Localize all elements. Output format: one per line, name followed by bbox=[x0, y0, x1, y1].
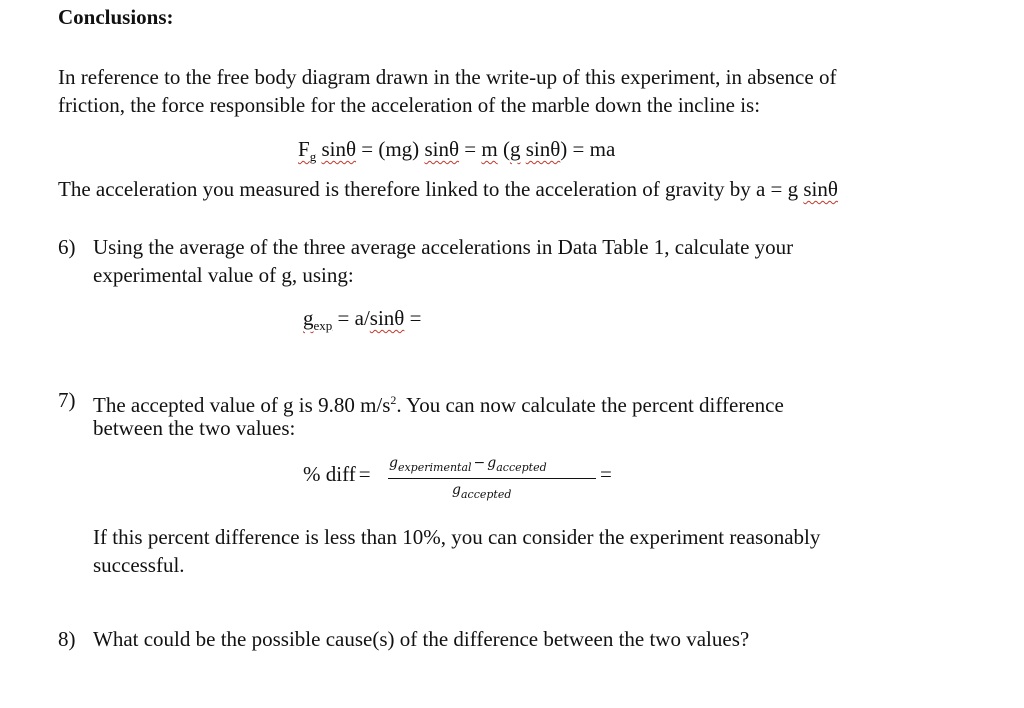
intro-line-1: In reference to the free body diagram drawn in the write-up of this experiment, in absence of bbox=[58, 65, 837, 89]
g-exp-formula: $g_{exp} = a/\sin\theta$ = bbox=[303, 306, 422, 334]
q7-line-1: The accepted value of g is 9.80 $m/s^2$. You can now calculate the percent difference bbox=[93, 393, 784, 417]
fraction-bar bbox=[388, 478, 596, 479]
fraction-numerator: $g_{experimental} - g_{accepted}$ bbox=[389, 455, 547, 474]
percent-diff-label: % diff = bbox=[303, 462, 371, 486]
gravity-symbol: g bbox=[509, 137, 521, 161]
sin-theta-3: sinθ bbox=[525, 137, 561, 161]
g-exp-symbol: $g_{exp}$ bbox=[303, 306, 333, 334]
q7-number: 7) bbox=[58, 388, 76, 412]
sin-theta-4: sinθ bbox=[803, 177, 838, 201]
force-equation: $F_g$ sinθ = (mg) sinθ = m (g sinθ) = ma bbox=[298, 137, 616, 165]
page-heading: Conclusions: bbox=[58, 5, 174, 29]
intro-line-2: friction, the force responsible for the acceleration of the marble down the incline is: bbox=[58, 93, 761, 117]
sin-theta-2: sinθ bbox=[424, 137, 460, 161]
q6-line-2: experimental value of g, using: bbox=[93, 263, 354, 287]
force-symbol: $F_g$ bbox=[298, 137, 317, 165]
q7-note-line-1: If this percent difference is less than 10%, you can consider the experiment reasonably bbox=[93, 525, 821, 549]
q7-line-2: between the two values: bbox=[93, 416, 296, 440]
acceleration-link-text: The acceleration you measured is therefore linked to the acceleration of gravity by a = g sinθ bbox=[58, 177, 838, 201]
q7-note-line-2: successful. bbox=[93, 553, 185, 577]
sin-theta-1: sinθ bbox=[321, 137, 357, 161]
fraction-denominator: $g_{accepted}$ bbox=[452, 482, 512, 501]
mass-symbol: m bbox=[481, 137, 498, 161]
sin-theta-5: sinθ bbox=[369, 306, 405, 330]
q8-text: What could be the possible cause(s) of the difference between the two values? bbox=[93, 627, 750, 651]
q6-line-1: Using the average of the three average accelerations in Data Table 1, calculate your bbox=[93, 235, 794, 259]
q6-number: 6) bbox=[58, 235, 76, 259]
q8-number: 8) bbox=[58, 627, 76, 651]
percent-diff-equals: = bbox=[600, 462, 612, 486]
